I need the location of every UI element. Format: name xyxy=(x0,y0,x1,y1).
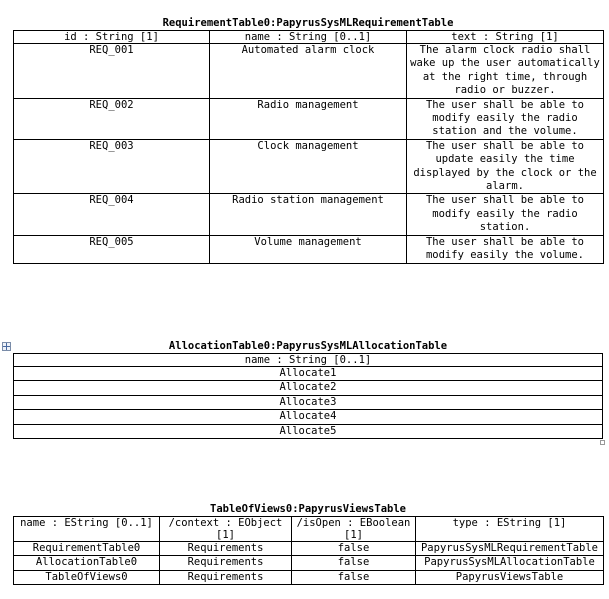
table-move-handle-icon[interactable] xyxy=(2,342,11,351)
table-header-row xyxy=(14,354,603,367)
column-header-text: text : String [1] xyxy=(407,31,604,44)
column-header-name: name : EString [0..1] xyxy=(14,517,160,542)
cell-isopen: false xyxy=(292,556,416,570)
allocation-table-block xyxy=(13,340,603,439)
cell-text: The alarm clock radio shall wake up the user automatically at the right time, through radio or buzzer. xyxy=(407,44,604,99)
cell-text: The user shall be able to modify easily the radio station and the volume. xyxy=(407,98,604,139)
cell-context: Requirements xyxy=(160,542,292,556)
cell-name: Allocate2 xyxy=(14,381,603,395)
cell-type: PapyrusViewsTable xyxy=(416,570,604,584)
cell-isopen: false xyxy=(292,542,416,556)
cell-id: REQ_005 xyxy=(14,235,210,263)
cell-id: REQ_004 xyxy=(14,194,210,235)
cell-isopen: false xyxy=(292,570,416,584)
requirement-table xyxy=(13,30,604,264)
column-header-isopen: /isOpen : EBoolean [1] xyxy=(292,517,416,542)
cell-name: Radio management xyxy=(210,98,407,139)
cell-context: Requirements xyxy=(160,570,292,584)
column-header-name: name : String [0..1] xyxy=(210,31,407,44)
column-header-type: type : EString [1] xyxy=(416,517,604,542)
table-header-row xyxy=(14,31,604,44)
cell-name: Allocate3 xyxy=(14,395,603,409)
views-table xyxy=(13,516,604,585)
requirement-table-caption: RequirementTable0:PapyrusSysMLRequirementTable xyxy=(162,17,454,29)
table-row xyxy=(14,395,603,409)
table-row xyxy=(14,367,603,381)
table-row xyxy=(14,139,604,194)
column-header-id: id : String [1] xyxy=(14,31,210,44)
table-header-row xyxy=(14,517,604,542)
cell-name: RequirementTable0 xyxy=(14,542,160,556)
table-row xyxy=(14,570,604,584)
cell-text: The user shall be able to update easily the time displayed by the clock or the alarm. xyxy=(407,139,604,194)
cell-name: Allocate4 xyxy=(14,410,603,424)
cell-name: Radio station management xyxy=(210,194,407,235)
column-header-context: /context : EObject [1] xyxy=(160,517,292,542)
cell-type: PapyrusSysMLRequirementTable xyxy=(416,542,604,556)
table-row xyxy=(14,194,604,235)
table-row xyxy=(14,98,604,139)
cell-name: Volume management xyxy=(210,235,407,263)
table-row xyxy=(14,381,603,395)
views-table-caption: TableOfViews0:PapyrusViewsTable xyxy=(210,503,406,515)
table-row xyxy=(14,424,603,438)
cell-name: Allocate5 xyxy=(14,424,603,438)
cell-id: REQ_002 xyxy=(14,98,210,139)
cell-id: REQ_003 xyxy=(14,139,210,194)
cell-type: PapyrusSysMLAllocationTable xyxy=(416,556,604,570)
allocation-table xyxy=(13,353,603,439)
cell-name: TableOfViews0 xyxy=(14,570,160,584)
cell-name: Automated alarm clock xyxy=(210,44,407,99)
table-row xyxy=(14,235,604,263)
table-row xyxy=(14,410,603,424)
column-header-name: name : String [0..1] xyxy=(14,354,603,367)
cell-text: The user shall be able to modify easily the radio station. xyxy=(407,194,604,235)
table-row xyxy=(14,556,604,570)
cell-name: AllocationTable0 xyxy=(14,556,160,570)
table-resize-handle[interactable] xyxy=(600,440,605,445)
table-row xyxy=(14,44,604,99)
views-table-block xyxy=(13,503,603,585)
cell-context: Requirements xyxy=(160,556,292,570)
allocation-table-caption: AllocationTable0:PapyrusSysMLAllocationTable xyxy=(168,340,448,352)
cell-id: REQ_001 xyxy=(14,44,210,99)
cell-name: Clock management xyxy=(210,139,407,194)
requirement-table-block xyxy=(13,17,603,264)
table-row xyxy=(14,542,604,556)
cell-text: The user shall be able to modify easily the volume. xyxy=(407,235,604,263)
cell-name: Allocate1 xyxy=(14,367,603,381)
